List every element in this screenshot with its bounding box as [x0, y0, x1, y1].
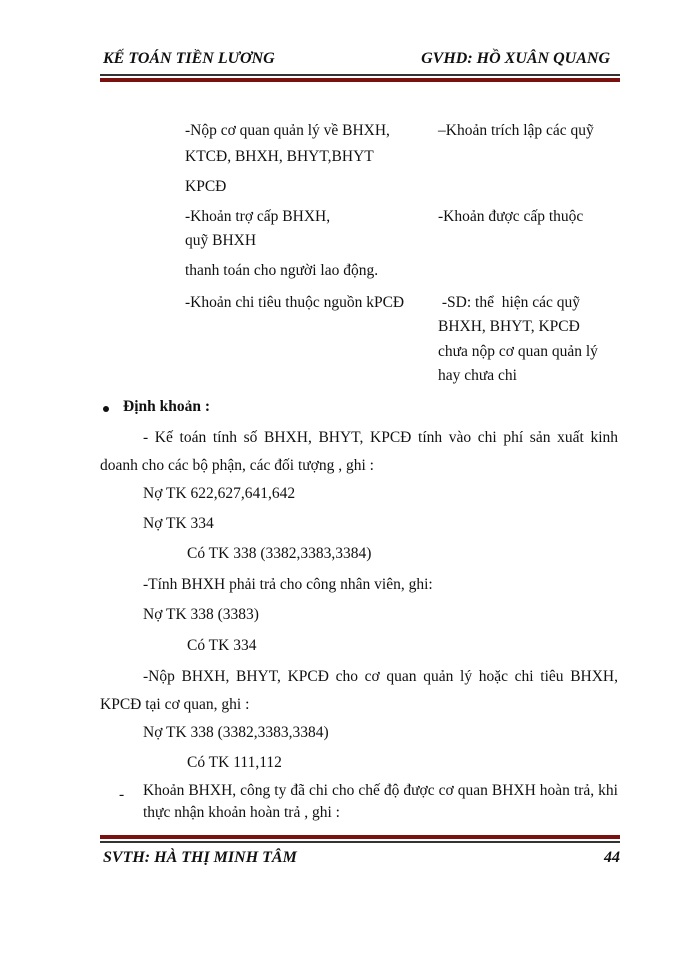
- debit-line: -Khoản trợ cấp BHXH,: [185, 208, 331, 225]
- credit-line: –Khoản trích lập các quỹ: [438, 122, 594, 139]
- paragraph-line: -Tính BHXH phải trả cho công nhân viên, ghi:: [143, 576, 433, 593]
- page-number: 44: [604, 849, 620, 866]
- journal-entry-debit: Nợ TK 338 (3383): [143, 606, 259, 623]
- debit-line: quỹ BHXH: [185, 232, 257, 249]
- credit-line: -SD: thể hiện các quỹ: [438, 294, 581, 311]
- debit-line: KTCĐ, BHXH, BHYT,BHYT: [185, 148, 374, 165]
- footer-student-name: SVTH: HÀ THỊ MINH TÂM: [103, 849, 297, 866]
- journal-entry-credit: Có TK 334: [187, 637, 257, 654]
- paragraph: -Nộp BHXH, BHYT, KPCĐ cho cơ quan quản lý hoặc chi tiêu BHXH, KPCĐ tại cơ quan, ghi :: [100, 668, 618, 713]
- journal-entry-debit: Nợ TK 338 (3382,3383,3384): [143, 724, 329, 741]
- journal-entry-credit: Có TK 338 (3382,3383,3384): [187, 545, 372, 562]
- header-left-title: KẾ TOÁN TIỀN LƯƠNG: [103, 50, 275, 67]
- debit-line: KPCĐ: [185, 178, 227, 195]
- credit-line: BHXH, BHYT, KPCĐ: [438, 318, 580, 335]
- journal-entry-debit: Nợ TK 334: [143, 515, 214, 532]
- credit-line: -Khoản được cấp thuộc: [438, 208, 584, 225]
- credit-line: chưa nộp cơ quan quản lý: [438, 343, 598, 360]
- paragraph: - Kế toán tính số BHXH, BHYT, KPCĐ tính vào chi phí sản xuất kinh doanh cho các bộ phận, các đối tượng , ghi :: [100, 429, 618, 474]
- journal-entry-debit: Nợ TK 622,627,641,642: [143, 485, 296, 502]
- debit-line: -Nộp cơ quan quản lý về BHXH,: [185, 122, 390, 139]
- debit-line: -Khoản chi tiêu thuộc nguồn kPCĐ: [185, 294, 405, 311]
- dash-marker: -: [119, 786, 125, 803]
- debit-line: thanh toán cho người lao động.: [185, 262, 379, 279]
- credit-line: hay chưa chi: [438, 367, 517, 384]
- header-right-supervisor: GVHD: HỒ XUÂN QUANG: [421, 50, 610, 67]
- section-title: Định khoản :: [123, 398, 211, 415]
- bullet-icon: [103, 406, 109, 412]
- list-item: Khoản BHXH, công ty đã chi cho chế độ được cơ quan BHXH hoàn trả, khi thực nhận khoản hoàn trả , ghi :: [143, 782, 618, 821]
- journal-entry-credit: Có TK 111,112: [187, 754, 282, 771]
